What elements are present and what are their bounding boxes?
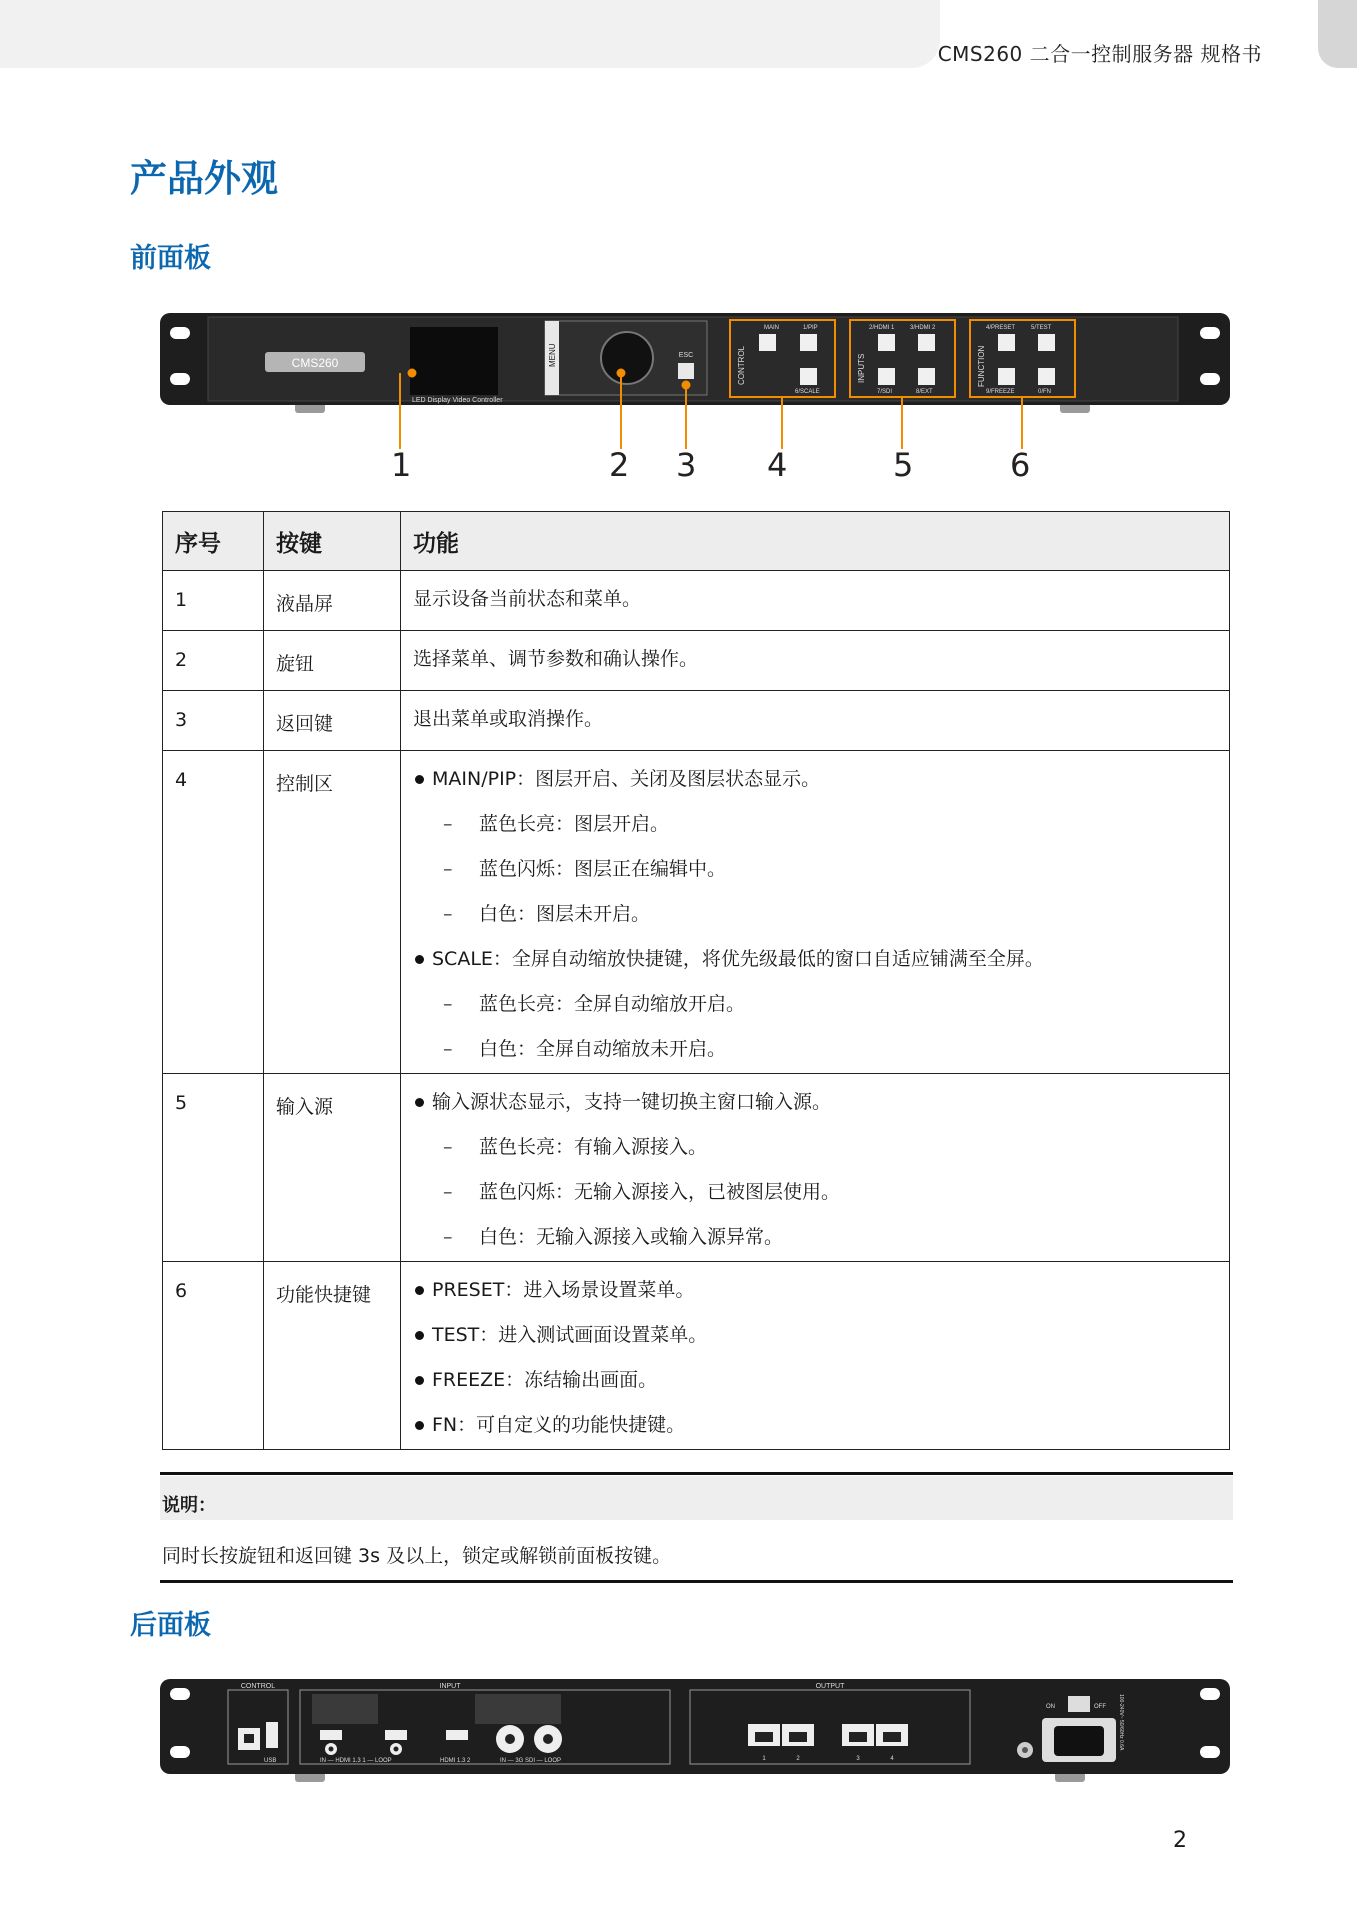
bullet-item: PRESET：进入场景设置菜单。 [413,1280,1217,1300]
callout-4: 4 [767,446,788,484]
cell-key: 返回键 [264,691,401,751]
cell-function [401,691,1230,751]
key-hdmi2-label: 3/HDMI 2 [910,325,936,331]
function-text: 选择菜单、调节参数和确认操作。 [413,648,699,670]
table-row [163,751,1230,1074]
table-row [163,1262,1230,1450]
control-group-title: CONTROL [737,345,746,385]
cell-function [401,1262,1230,1450]
menu-label: MENU [548,343,557,367]
table-row [163,1074,1230,1262]
model-badge: CMS260 [291,356,339,370]
key-sdi-label: 7/SDI [877,389,893,395]
usb-label: USB [264,1758,277,1764]
power-rating-label: 100-240V~ 50/60Hz 0.6A [1118,1694,1124,1751]
bullet-item: TEST：进入测试画面设置菜单。 [413,1325,1217,1345]
function-group-title: FUNCTION [977,345,986,387]
rj45-port-3-label: 3 [856,1756,860,1762]
rear-panel-image [160,1674,1230,1794]
inputs-group-title: INPUTS [857,353,866,383]
header-band [0,0,940,68]
bullet-item: FN：可自定义的功能快捷键。 [413,1415,1217,1435]
cell-no: 4 [163,751,264,1074]
hdmi1-label: IN — HDMI 1.3 1 — LOOP [320,1758,392,1764]
sub-item: – 蓝色闪烁：图层正在编辑中。 [413,859,1217,879]
cell-no: 5 [163,1074,264,1262]
key-ext-label: 8/EXT [916,389,933,395]
table-row [163,691,1230,751]
document-title: CMS260 二合一控制服务器 规格书 [937,42,1262,66]
front-panel-spec-table [162,511,1230,1450]
header-cell-function: 功能 [401,512,1230,571]
cell-no: 3 [163,691,264,751]
key-pip-label: 1/PIP [803,325,818,331]
rear-control-label: CONTROL [240,1683,276,1690]
bullet-item: 输入源状态显示，支持一键切换主窗口输入源。 [413,1092,1217,1112]
note-title: 说明： [162,1495,216,1516]
note-top-rule [160,1472,1233,1475]
table-body [163,571,1230,1450]
sub-item: – 白色：全屏自动缩放未开启。 [413,1039,1217,1059]
header-tab [1318,0,1357,68]
sub-item: – 白色：图层未开启。 [413,904,1217,924]
sub-item: – 蓝色长亮：图层开启。 [413,814,1217,834]
cell-no: 6 [163,1262,264,1450]
callout-1: 1 [391,446,412,484]
sub-item: – 白色：无输入源接入或输入源异常。 [413,1227,1217,1247]
switch-off-label: OFF [1094,1704,1106,1710]
rj45-port-4-label: 4 [890,1756,894,1762]
esc-label: ESC [678,352,694,359]
hdmi2-label: HDMI 1.3 2 [440,1758,471,1764]
note-band [160,1476,1233,1520]
key-preset-label: 4/PRESET [986,325,1016,331]
header-cell-key: 按键 [264,512,401,571]
note-bottom-rule [160,1580,1233,1583]
sub-item: – 蓝色长亮：有输入源接入。 [413,1137,1217,1157]
note-text: 同时长按旋钮和返回键 3s 及以上，锁定或解锁前面板按键。 [162,1545,672,1567]
cell-no: 1 [163,571,264,631]
callout-3: 3 [676,446,697,484]
function-text: 显示设备当前状态和菜单。 [413,588,642,610]
key-main-label: MAIN [764,325,779,331]
rear-output-label: OUTPUT [815,1683,845,1690]
key-fn-label: 0/FN [1038,389,1052,395]
table-header-row [163,512,1230,571]
callout-2: 2 [609,446,630,484]
key-test-label: 5/TEST [1031,325,1052,331]
sdi-label: IN — 3G SDI — LOOP [500,1758,562,1764]
lcd-caption: LED Display Video Controller [412,397,503,404]
cell-function [401,571,1230,631]
bullet-item: SCALE：全屏自动缩放快捷键，将优先级最低的窗口自适应铺满至全屏。 [413,949,1217,969]
rj45-port-2-label: 2 [796,1756,800,1762]
cell-key: 旋钮 [264,631,401,691]
switch-on-label: ON [1046,1704,1055,1710]
key-scale-label: 6/SCALE [795,389,820,395]
sub-item: – 蓝色长亮：全屏自动缩放开启。 [413,994,1217,1014]
table-row [163,571,1230,631]
header-cell-no: 序号 [163,512,264,571]
page-number: 2 [1173,1828,1187,1853]
cell-function [401,631,1230,691]
front-panel-heading: 前面板 [130,243,211,274]
callout-5: 5 [893,446,914,484]
bullet-item: MAIN/PIP：图层开启、关闭及图层状态显示。 [413,769,1217,789]
key-freeze-label: 9/FREEZE [986,389,1015,395]
rj45-port-1-label: 1 [762,1756,766,1762]
cell-key: 功能快捷键 [264,1262,401,1450]
page-title: 产品外观 [130,157,278,200]
cell-key: 液晶屏 [264,571,401,631]
cell-function [401,1074,1230,1262]
cell-function [401,751,1230,1074]
bullet-item: FREEZE：冻结输出画面。 [413,1370,1217,1390]
function-text: 退出菜单或取消操作。 [413,708,604,730]
cell-key: 控制区 [264,751,401,1074]
key-hdmi1-label: 2/HDMI 1 [869,325,895,331]
cell-no: 2 [163,631,264,691]
cell-key: 输入源 [264,1074,401,1262]
table-row [163,631,1230,691]
rear-input-label: INPUT [439,1683,461,1690]
sub-item: – 蓝色闪烁：无输入源接入，已被图层使用。 [413,1182,1217,1202]
rear-panel-heading: 后面板 [130,1610,211,1641]
callout-6: 6 [1010,446,1031,484]
